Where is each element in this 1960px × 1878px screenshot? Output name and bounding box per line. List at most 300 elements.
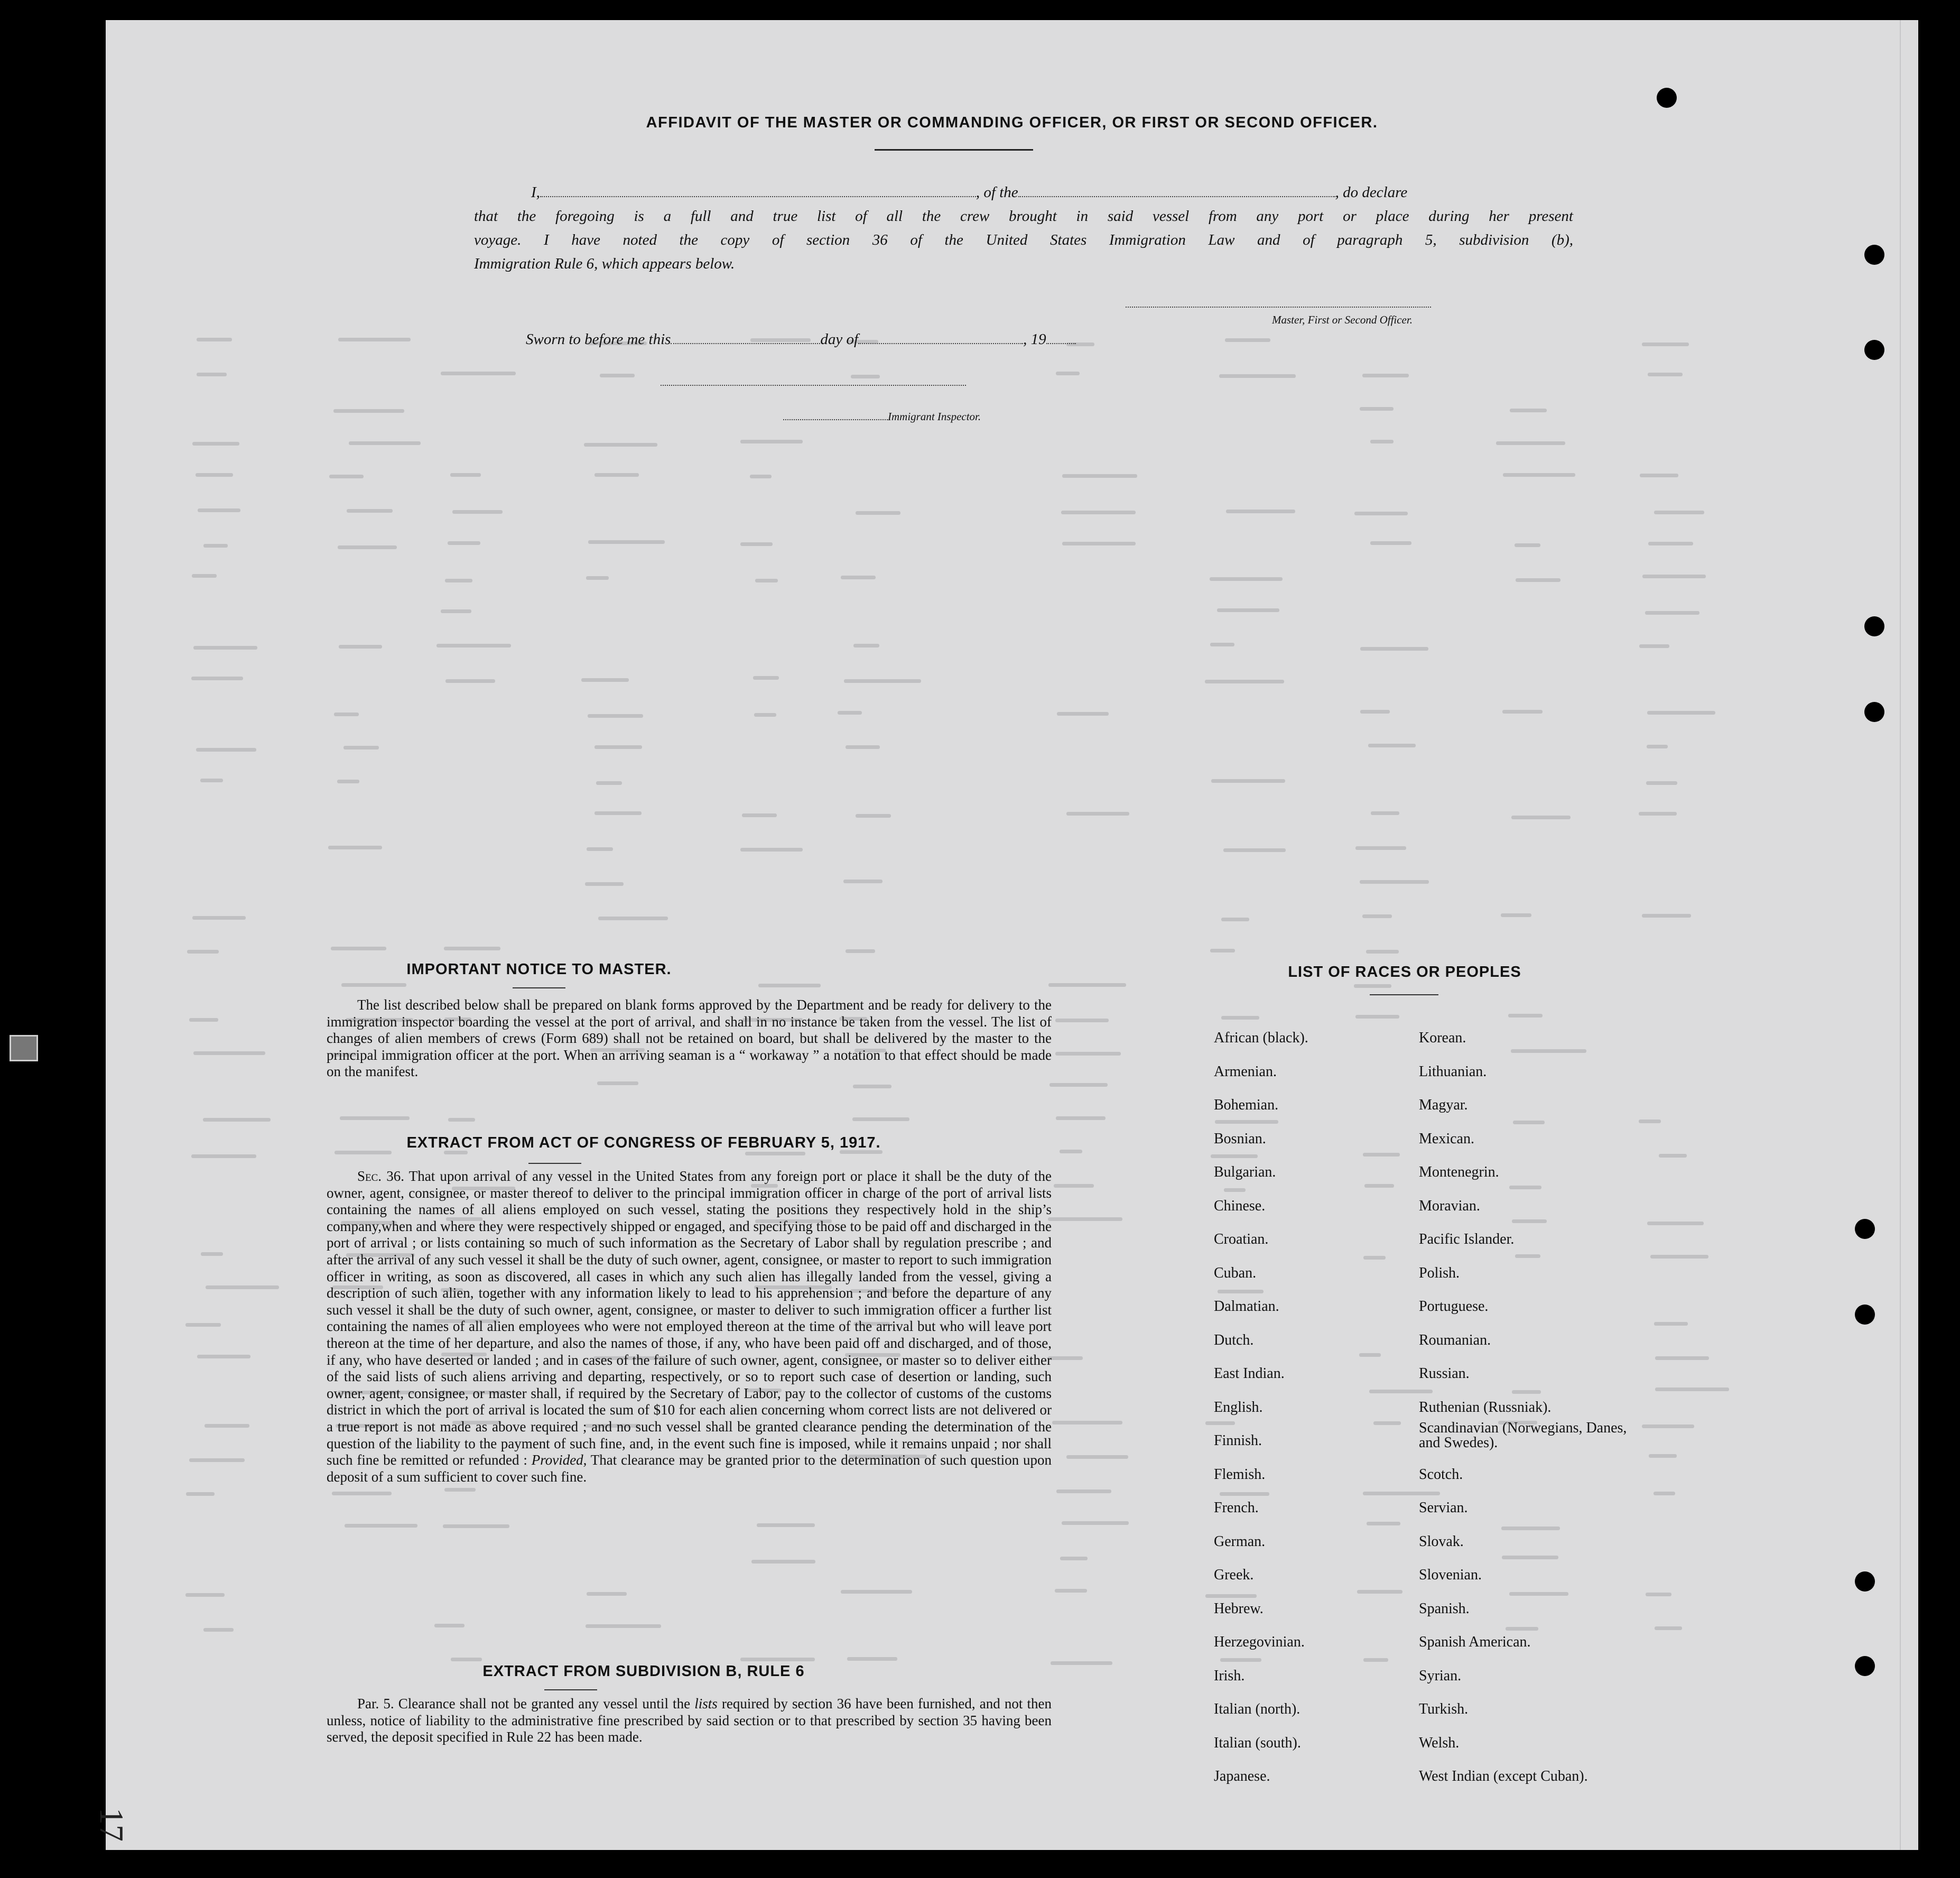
- bleed-mark: [338, 545, 397, 549]
- sworn-line: [526, 331, 1076, 348]
- race-item: Irish.: [1214, 1667, 1245, 1684]
- race-item: Polish.: [1419, 1264, 1460, 1281]
- bleed-mark: [1367, 1522, 1400, 1525]
- bleed-mark: [339, 645, 382, 649]
- bleed-mark: [1655, 1356, 1709, 1360]
- affidavit-i-label: I,: [531, 184, 540, 201]
- bleed-mark: [754, 713, 776, 717]
- bleed-mark: [197, 373, 227, 376]
- bleed-mark: [1502, 710, 1543, 714]
- handwritten-page-number: 17: [93, 1808, 131, 1842]
- race-item: Greek.: [1214, 1567, 1254, 1583]
- race-item: Slovak.: [1419, 1533, 1464, 1550]
- bleed-mark: [1359, 1353, 1381, 1357]
- race-item: Cuban.: [1214, 1264, 1257, 1281]
- bleed-mark: [1049, 1083, 1108, 1087]
- race-item: Spanish American.: [1419, 1634, 1531, 1650]
- bleed-mark: [441, 372, 516, 375]
- sworn-day-of-label: day of: [820, 331, 859, 348]
- bleed-mark: [191, 677, 243, 680]
- bleed-mark: [1360, 710, 1390, 714]
- bleed-mark: [1369, 1390, 1433, 1393]
- bleed-mark: [1511, 816, 1571, 819]
- bleed-mark: [1503, 473, 1575, 477]
- bleed-mark: [1373, 1421, 1401, 1425]
- race-item: Mexican.: [1419, 1130, 1474, 1147]
- bleed-mark: [1654, 511, 1704, 514]
- bleed-mark: [1061, 511, 1136, 514]
- bleed-mark: [196, 473, 233, 477]
- bleed-mark: [331, 947, 386, 950]
- inspector-signature-blank[interactable]: [661, 385, 966, 386]
- bleed-mark: [1368, 744, 1416, 747]
- bleed-mark: [1055, 1589, 1087, 1593]
- bleed-mark: [1642, 1424, 1694, 1428]
- bleed-mark: [197, 1355, 250, 1358]
- bleed-mark: [1646, 781, 1677, 785]
- bleed-mark: [1052, 1421, 1122, 1424]
- bleed-mark: [742, 813, 777, 817]
- bleed-mark: [189, 1458, 245, 1462]
- bleed-mark: [1055, 1019, 1109, 1022]
- bleed-mark: [1060, 1150, 1082, 1153]
- bleed-mark: [1205, 1421, 1235, 1425]
- race-item: Montenegrin.: [1419, 1164, 1499, 1180]
- bleed-mark: [751, 1560, 815, 1564]
- bleed-mark: [1512, 1390, 1541, 1394]
- bleed-mark: [191, 1154, 256, 1158]
- race-item: Scotch.: [1419, 1466, 1463, 1483]
- bleed-mark: [1496, 441, 1565, 445]
- bleed-mark: [448, 1118, 475, 1122]
- bleed-mark: [1225, 338, 1270, 342]
- bleed-mark: [434, 1624, 464, 1627]
- bleed-mark: [1056, 1116, 1106, 1120]
- race-item: Turkish.: [1419, 1701, 1469, 1717]
- bleed-mark: [740, 848, 803, 852]
- race-item: Moravian.: [1419, 1197, 1480, 1214]
- bleed-mark: [1370, 541, 1411, 545]
- race-item: Japanese.: [1214, 1768, 1270, 1784]
- bleed-mark: [200, 779, 223, 782]
- bleed-mark: [338, 338, 411, 341]
- bleed-mark: [1224, 1188, 1246, 1192]
- bleed-mark: [1355, 1015, 1400, 1019]
- race-item: Finnish.: [1214, 1432, 1262, 1449]
- bleed-mark: [1508, 1014, 1543, 1017]
- race-item: Korean.: [1419, 1030, 1466, 1046]
- bleed-mark: [196, 748, 256, 752]
- bleed-mark: [584, 443, 657, 447]
- race-item: African (black).: [1214, 1030, 1308, 1046]
- bleed-mark: [758, 984, 821, 987]
- bleed-mark: [1655, 1387, 1729, 1391]
- sworn-year-blank[interactable]: [1046, 343, 1076, 344]
- bleed-mark: [1354, 984, 1391, 988]
- bleed-mark: [585, 882, 624, 886]
- race-item: Chinese.: [1214, 1197, 1266, 1214]
- race-item: Bohemian.: [1214, 1097, 1279, 1113]
- bleed-mark: [1648, 542, 1693, 545]
- race-item: Roumanian.: [1419, 1331, 1491, 1348]
- bleed-mark: [1048, 1356, 1083, 1360]
- bleed-mark: [445, 679, 495, 683]
- sworn-day-blank[interactable]: [671, 343, 820, 344]
- bleed-mark: [1655, 1626, 1682, 1630]
- bleed-mark: [586, 1624, 661, 1628]
- name-blank[interactable]: [540, 196, 976, 197]
- race-item: Welsh.: [1419, 1734, 1460, 1751]
- bleed-mark: [597, 1081, 638, 1085]
- bleed-mark: [750, 475, 772, 478]
- bleed-mark: [838, 711, 862, 715]
- inspector-name-blank[interactable]: [783, 419, 888, 420]
- bleed-mark: [1510, 409, 1546, 412]
- bleed-mark: [347, 509, 392, 513]
- binder-hole: [1855, 1305, 1875, 1325]
- bleed-mark: [1639, 644, 1669, 648]
- bleed-mark: [745, 1152, 805, 1155]
- act-extract-heading: EXTRACT FROM ACT OF CONGRESS OF FEBRUARY 5, 1917.: [406, 1134, 881, 1151]
- bleed-mark: [452, 510, 503, 514]
- page-edge-line: [1900, 20, 1901, 1850]
- bleed-mark: [1220, 1492, 1269, 1496]
- bleed-mark: [193, 1051, 265, 1055]
- bleed-mark: [445, 579, 472, 582]
- bleed-mark: [186, 1492, 215, 1496]
- bleed-mark: [1062, 1521, 1129, 1525]
- bleed-mark: [1210, 949, 1235, 952]
- bleed-mark: [205, 1424, 249, 1428]
- bleed-mark: [328, 846, 382, 849]
- bleed-mark: [853, 1085, 891, 1088]
- bleed-mark: [192, 916, 246, 920]
- bleed-mark: [185, 1593, 225, 1597]
- bleed-mark: [1362, 914, 1392, 918]
- bleed-mark: [841, 576, 875, 579]
- bleed-mark: [1226, 510, 1295, 513]
- race-item: Pacific Islander.: [1419, 1231, 1515, 1247]
- bleed-mark: [450, 473, 481, 477]
- race-item: English.: [1214, 1399, 1263, 1416]
- bleed-mark: [1205, 1594, 1257, 1598]
- bleed-mark: [1223, 848, 1285, 852]
- bleed-mark: [444, 1488, 476, 1492]
- bleed-mark: [349, 441, 421, 445]
- bleed-mark: [451, 1658, 482, 1661]
- bleed-mark: [1221, 918, 1249, 921]
- bleed-mark: [185, 1323, 221, 1327]
- bleed-mark: [341, 983, 406, 987]
- inspector-line: [783, 410, 981, 423]
- bleed-mark: [1219, 374, 1296, 378]
- bleed-mark: [1056, 372, 1080, 375]
- bleed-mark: [587, 847, 613, 851]
- binder-hole: [1657, 88, 1677, 108]
- bleed-mark: [598, 917, 668, 920]
- bleed-mark: [843, 880, 883, 883]
- act-extract-text: [327, 1168, 1052, 1485]
- bleed-mark: [1511, 1049, 1586, 1053]
- bleed-mark: [203, 1628, 234, 1632]
- bleed-mark: [192, 442, 239, 446]
- bleed-mark: [329, 475, 364, 478]
- bleed-mark: [856, 814, 891, 818]
- bleed-through-texture: [106, 20, 1918, 1850]
- bleed-mark: [1650, 1255, 1708, 1259]
- races-heading: LIST OF RACES OR PEOPLES: [1288, 964, 1521, 980]
- bleed-mark: [1362, 374, 1409, 377]
- bleed-mark: [1366, 950, 1398, 954]
- bleed-mark: [852, 1117, 909, 1121]
- signature-blank[interactable]: [1126, 307, 1431, 308]
- bleed-mark: [1659, 1154, 1687, 1158]
- bleed-mark: [1370, 440, 1394, 443]
- race-item: Croatian.: [1214, 1231, 1269, 1247]
- bleed-mark: [1211, 1154, 1258, 1158]
- affidavit-body-line: that the foregoing is a full and true list of all the crew brought in said vessel from any port or place during her present: [474, 208, 1573, 225]
- bleed-mark: [856, 511, 901, 515]
- bleed-mark: [1639, 1120, 1661, 1123]
- bleed-mark: [1060, 1557, 1088, 1560]
- race-item: Spanish.: [1419, 1600, 1470, 1617]
- bleed-mark: [1640, 474, 1678, 477]
- bleed-mark: [581, 678, 629, 682]
- bleed-mark: [1654, 1322, 1688, 1326]
- sworn-year-label: , 19: [1023, 331, 1046, 348]
- bleed-mark: [841, 1590, 912, 1594]
- race-item: Armenian.: [1214, 1063, 1277, 1080]
- race-item: Ruthenian (Russniak).: [1419, 1399, 1552, 1416]
- race-item: Servian.: [1419, 1500, 1468, 1516]
- bleed-mark: [1363, 1658, 1388, 1662]
- bleed-mark: [1360, 407, 1394, 411]
- bleed-mark: [340, 1116, 410, 1120]
- binder-hole: [1864, 245, 1884, 265]
- bleed-mark: [851, 375, 880, 378]
- bleed-mark: [345, 1524, 417, 1528]
- bleed-mark: [1218, 1290, 1264, 1293]
- race-item: French.: [1214, 1500, 1259, 1516]
- bleed-mark: [587, 1592, 626, 1596]
- bleed-mark: [448, 541, 480, 545]
- bleed-mark: [343, 746, 379, 750]
- bleed-mark: [846, 745, 880, 749]
- bleed-mark: [1062, 474, 1137, 478]
- document-page: [106, 20, 1918, 1850]
- bleed-mark: [1513, 1121, 1545, 1124]
- bleed-mark: [1360, 647, 1429, 651]
- affidavit-title: AFFIDAVIT OF THE MASTER OR COMMANDING OFFICER, OR FIRST OR SECOND OFFICER.: [646, 114, 1378, 131]
- bleed-mark: [1649, 1454, 1676, 1458]
- bleed-mark: [846, 949, 875, 953]
- bleed-mark: [740, 1658, 814, 1661]
- notice-text: The list described below shall be prepared on blank forms approved by the Department and be ready for delivery to the immigration inspector boarding the vessel at the port of arrival, and shall in no instance be taken from the vessel. The list of changes of alien members of crews (Form 689) shall not be retained on board, but shall be delivered by the master to the principal immigration officer at the port. When an arriving seaman is a “ workaway ” a notation to that effect should be made on the manifest.: [327, 997, 1052, 1080]
- bleed-mark: [755, 579, 778, 582]
- race-item: Syrian.: [1419, 1667, 1462, 1684]
- bleed-mark: [1220, 1658, 1261, 1662]
- heading-rule: [544, 1689, 597, 1690]
- binder-hole: [1855, 1656, 1875, 1676]
- bleed-mark: [1642, 575, 1706, 578]
- race-item: German.: [1214, 1533, 1266, 1550]
- bleed-mark: [1642, 343, 1689, 346]
- race-item: Dutch.: [1214, 1331, 1254, 1348]
- race-item: Scandinavian (Norwegians, Danes, and Swedes).: [1419, 1420, 1627, 1451]
- bleed-mark: [740, 440, 803, 443]
- bleed-mark: [203, 1118, 271, 1122]
- race-item: Magyar.: [1419, 1097, 1468, 1113]
- bleed-mark: [198, 508, 240, 512]
- bleed-mark: [1642, 914, 1692, 918]
- bleed-mark: [1646, 1593, 1671, 1596]
- bleed-mark: [1509, 1186, 1541, 1189]
- bleed-mark: [1501, 913, 1531, 917]
- bleed-mark: [847, 1657, 897, 1661]
- bleed-mark: [596, 781, 622, 785]
- bleed-mark: [594, 811, 642, 815]
- bleed-mark: [187, 950, 218, 954]
- bleed-mark: [1210, 577, 1283, 581]
- race-item: West Indian (except Cuban).: [1419, 1768, 1588, 1784]
- bleed-mark: [1054, 1184, 1094, 1188]
- race-item: Herzegovinian.: [1214, 1634, 1305, 1650]
- sworn-month-blank[interactable]: [858, 343, 1023, 344]
- bleed-mark: [1057, 712, 1109, 716]
- bleed-mark: [333, 409, 404, 413]
- bleed-mark: [1221, 1016, 1259, 1020]
- bleed-mark: [588, 714, 644, 718]
- race-item: Flemish.: [1214, 1466, 1266, 1483]
- affidavit-of-the-label: , of the: [976, 184, 1018, 201]
- bleed-mark: [594, 473, 639, 477]
- binder-hole: [1864, 616, 1884, 636]
- bleed-mark: [1215, 1120, 1279, 1124]
- binder-hole: [1864, 702, 1884, 722]
- bleed-mark: [1363, 1492, 1440, 1495]
- affidavit-title-rule: [875, 149, 1033, 151]
- race-item: East Indian.: [1214, 1365, 1285, 1382]
- bleed-mark: [1062, 542, 1136, 545]
- bleed-mark: [1639, 812, 1677, 816]
- bleed-mark: [1515, 1254, 1540, 1258]
- bleed-mark: [1515, 543, 1540, 547]
- race-item: Russian.: [1419, 1365, 1470, 1382]
- proviso-text: That clearance may be granted prior to the determination of such question upon deposit of a sum sufficient to cover such fine.: [327, 1452, 1052, 1485]
- race-item: Italian (north).: [1214, 1701, 1301, 1717]
- clip-mark: [10, 1035, 38, 1061]
- bleed-mark: [586, 576, 609, 580]
- heading-rule: [1370, 994, 1438, 995]
- bleed-mark: [757, 1523, 815, 1527]
- bleed-mark: [1048, 983, 1126, 987]
- bleed-mark: [443, 1524, 509, 1528]
- bleed-mark: [1211, 779, 1285, 783]
- bleed-mark: [1654, 1492, 1676, 1495]
- bleed-mark: [189, 1018, 218, 1022]
- binder-hole: [1855, 1219, 1875, 1239]
- bleed-mark: [1516, 578, 1560, 582]
- bleed-mark: [1055, 1052, 1121, 1056]
- affidavit-declaration-line: [531, 184, 1407, 201]
- bleed-mark: [1645, 611, 1699, 615]
- vessel-blank[interactable]: [1018, 196, 1335, 197]
- bleed-mark: [1363, 1153, 1400, 1157]
- bleed-mark: [1371, 811, 1400, 815]
- bleed-mark: [337, 780, 359, 783]
- race-item: Bosnian.: [1214, 1130, 1266, 1147]
- bleed-mark: [441, 609, 471, 613]
- affidavit-body-line: voyage. I have noted the copy of section 36 of the United States Immigration Law and of paragraph 5, subdivision (b),: [474, 232, 1573, 248]
- bleed-mark: [193, 646, 258, 650]
- binder-hole: [1864, 340, 1884, 360]
- race-item: Bulgarian.: [1214, 1164, 1276, 1180]
- bleed-mark: [600, 374, 635, 377]
- section-label: Sec. 36.: [357, 1168, 405, 1184]
- bleed-mark: [1647, 745, 1668, 748]
- bleed-mark: [192, 574, 217, 578]
- bleed-mark: [1355, 846, 1406, 850]
- affidavit-body-line: Immigration Rule 6, which appears below.: [474, 255, 735, 272]
- inspector-label: Immigrant Inspector.: [888, 410, 981, 423]
- bleed-mark: [1360, 880, 1429, 884]
- bleed-mark: [201, 1252, 223, 1256]
- race-item: Lithuanian.: [1419, 1063, 1487, 1080]
- bleed-mark: [1051, 1661, 1113, 1665]
- bleed-mark: [206, 1285, 280, 1289]
- bleed-mark: [1056, 1490, 1111, 1493]
- bleed-mark: [1648, 373, 1683, 376]
- bleed-mark: [334, 713, 359, 716]
- bleed-mark: [853, 644, 879, 647]
- bleed-mark: [740, 542, 772, 546]
- affidavit-declare-label: , do declare: [1335, 184, 1408, 201]
- bleed-mark: [753, 676, 779, 680]
- bleed-mark: [444, 947, 500, 950]
- bleed-mark: [436, 644, 511, 647]
- rule-extract-heading: EXTRACT FROM SUBDIVISION B, RULE 6: [482, 1663, 805, 1680]
- bleed-mark: [1354, 512, 1408, 515]
- race-item: Dalmatian.: [1214, 1298, 1279, 1315]
- bleed-mark: [1357, 1590, 1402, 1594]
- bleed-mark: [1217, 608, 1279, 612]
- bleed-mark: [1364, 1184, 1394, 1188]
- bleed-mark: [1647, 1222, 1704, 1225]
- section-body: That upon arrival of any vessel in the United States from any foreign port or place it shall be the duty of the owner, agent, consignee, or master thereof to deliver to the principal immigration officer in charge of the port of arrival lists containing the names of all aliens employed on such vessel, stating the positions they respectively hold in the ship’s company,when and where they were respectively shipped or engaged, and specifying those to be paid off and discharged in the port of arrival ; or lists containing so much of such information as the Secretary of Labor shall by regulation prescribe ; and after the arrival of any such vessel it shall be the duty of such owner, agent, consignee, or master to report to such immigration officer in writing, as soon as discovered, all cases in which any such alien has illegally landed from the vessel, giving a description of such alien, together with any information likely to lead to his apprehension ; and before the departure of any such vessel it shall be the duty of such owner, agent, consignee, or master to deliver to such immigration officer a further list containing the names of all alien employees who were not employed thereon at the time of the arrival but who will leave port thereon at the time of her departure, and also the names of those, if any, who have been paid off and discharged, and of those, if any, who have deserted or landed ; and in cases of the failure of such owner, agent, consignee, or master so to deliver either of the said lists of such aliens arriving and departing, respectively, or so to report such case of desertion or landing, such owner, agent, consignee, or master shall, if required by the Secretary of Labor, pay to the collector of customs of the customs district in which the port of arrival is located the sum of $10 for each alien concerning whom correct lists are not delivered or a true report is not made as above required ; and no such vessel shall be granted clearance pending the determination of the question of the liability to the payment of such fine, and, in the event such fine is imposed, while it remains unpaid ; nor shall such fine be remitted or refunded :: [327, 1168, 1052, 1468]
- rule-extract-text: Par. 5. Clearance shall not be granted any vessel until the lists required by section 36 have been furnished, and not then unless, notice of liability to the administrative fine prescribed by said section or to that prescribed by section 35 having been served, the deposit specified in Rule 22 has been made.: [327, 1696, 1052, 1745]
- bleed-mark: [1506, 1627, 1538, 1631]
- bleed-mark: [203, 544, 228, 548]
- bleed-mark: [1509, 1592, 1569, 1596]
- binder-hole: [1855, 1571, 1875, 1592]
- bleed-mark: [1502, 1556, 1558, 1559]
- race-item: Slovenian.: [1419, 1567, 1482, 1583]
- bleed-mark: [1512, 1219, 1546, 1223]
- race-item: Italian (south).: [1214, 1734, 1301, 1751]
- bleed-mark: [1647, 711, 1716, 715]
- bleed-mark: [197, 338, 232, 341]
- bleed-mark: [594, 745, 643, 749]
- bleed-mark: [1210, 643, 1234, 646]
- bleed-mark: [588, 540, 665, 544]
- race-item: Hebrew.: [1214, 1600, 1264, 1617]
- notice-heading: IMPORTANT NOTICE TO MASTER.: [406, 961, 672, 978]
- bleed-mark: [1205, 680, 1284, 683]
- bleed-mark: [1048, 1217, 1122, 1221]
- bleed-mark: [844, 679, 921, 683]
- bleed-mark: [332, 1492, 392, 1495]
- signature-label: Master, First or Second Officer.: [1272, 313, 1413, 326]
